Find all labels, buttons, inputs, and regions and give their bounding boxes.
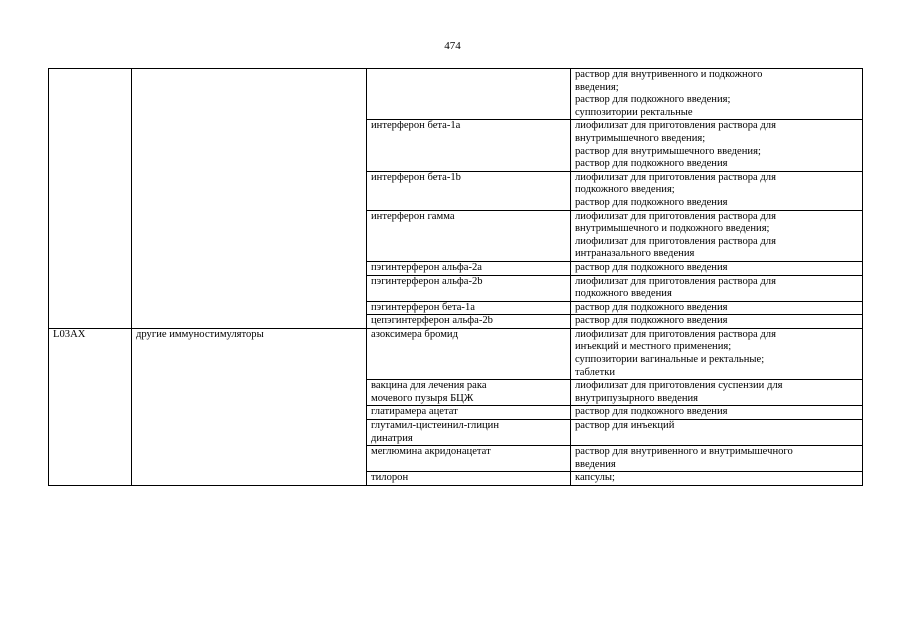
drug-name-line: вакцина для лечения рака [371,380,487,392]
dosage-form-line: введения; [575,81,619,93]
dosage-forms [571,406,863,420]
page-number: 474 [444,40,461,52]
drug-name [367,380,571,406]
drug-name-line: динатрия [371,432,413,444]
drug-name: интерферон бета-1a [367,120,571,171]
dosage-form-line: лиофилизат для приготовления раствора для [575,235,776,247]
drug-name [367,406,571,420]
dosage-form-line: раствор для внутривенного и внутримышечного [575,446,793,458]
drug-name: пэгинтерферон бета-1a [367,301,571,315]
dosage-form-line: раствор для подкожного введения [575,301,728,313]
drug-name-line: мочевого пузыря БЦЖ [371,392,474,404]
dosage-form-line: лиофилизат для приготовления раствора для [575,171,776,183]
dosage-form-line: внутримышечного введения; [575,132,706,144]
dosage-form-line: инъекций и местного применения; [575,341,732,353]
dosage-forms [571,120,863,171]
drug-name-line: глутамил-цистеинил-глицин [371,420,500,432]
dosage-forms [571,315,863,329]
group-name-cell: другие иммуностимуляторы [132,328,367,485]
dosage-forms [571,380,863,406]
drug-name: азоксимера бромид [367,328,571,379]
dosage-form-line: раствор для подкожного введения [575,261,728,273]
drug-name: пэгинтерферон альфа-2b [367,275,571,301]
drug-name-line: тилорон [371,472,409,484]
dosage-form-line: подкожного введения [575,288,672,300]
dosage-forms [571,275,863,301]
dosage-form-line: лиофилизат для приготовления раствора для [575,120,776,132]
group-name-cell [132,69,367,329]
dosage-forms [571,301,863,315]
drug-name [367,69,571,120]
atc-code-cell [49,69,132,329]
dosage-form-line: таблетки [575,366,616,378]
dosage-form-line: раствор для инъекций [575,420,675,432]
dosage-forms [571,472,863,486]
dosage-forms [571,261,863,275]
dosage-form-line: суппозитории вагинальные и ректальные; [575,354,765,366]
drug-name-line: меглюмина акридонацетат [371,446,491,458]
drug-name [367,420,571,446]
drug-name [367,446,571,472]
drug-name: цепэгинтерферон альфа-2b [367,315,571,329]
dosage-form-line: введения [575,458,616,470]
drug-name: интерферон бета-1b [367,171,571,210]
dosage-form-line: внутримышечного и подкожного введения; [575,223,770,235]
dosage-form-line: лиофилизат для приготовления раствора для [575,275,776,287]
drug-name [367,472,571,486]
dosage-forms [571,210,863,261]
dosage-form-line: раствор для подкожного введения [575,196,728,208]
drug-name: интерферон гамма [367,210,571,261]
dosage-form-line: лиофилизат для приготовления раствора для [575,210,776,222]
dosage-form-line: раствор для внутримышечного введения; [575,145,761,157]
dosage-form-line: лиофилизат для приготовления суспензии для [575,380,783,392]
dosage-form-line: лиофилизат для приготовления раствора для [575,328,776,340]
dosage-form-line: подкожного введения; [575,184,675,196]
table-row [49,69,863,120]
dosage-form-line: раствор для подкожного введения; [575,94,731,106]
dosage-form-line: суппозитории ректальные [575,106,693,118]
drug-name-line: глатирамера ацетат [371,406,458,418]
dosage-form-line: раствор для внутривенного и подкожного [575,69,763,80]
dosage-forms [571,446,863,472]
dosage-form-line: раствор для подкожного введения [575,315,728,327]
table-row [49,328,863,379]
dosage-form-line: капсулы; [575,472,615,484]
dosage-forms [571,420,863,446]
dosage-form-line: внутрипузырного введения [575,392,699,404]
drug-table [48,68,863,486]
dosage-forms [571,171,863,210]
dosage-form-line: раствор для подкожного введения [575,406,728,418]
dosage-form-line: раствор для подкожного введения [575,158,728,170]
drug-name: пэгинтерферон альфа-2a [367,261,571,275]
atc-code-cell: L03AX [49,328,132,485]
dosage-form-line: интраназального введения [575,248,695,260]
dosage-forms [571,69,863,120]
dosage-forms [571,328,863,379]
